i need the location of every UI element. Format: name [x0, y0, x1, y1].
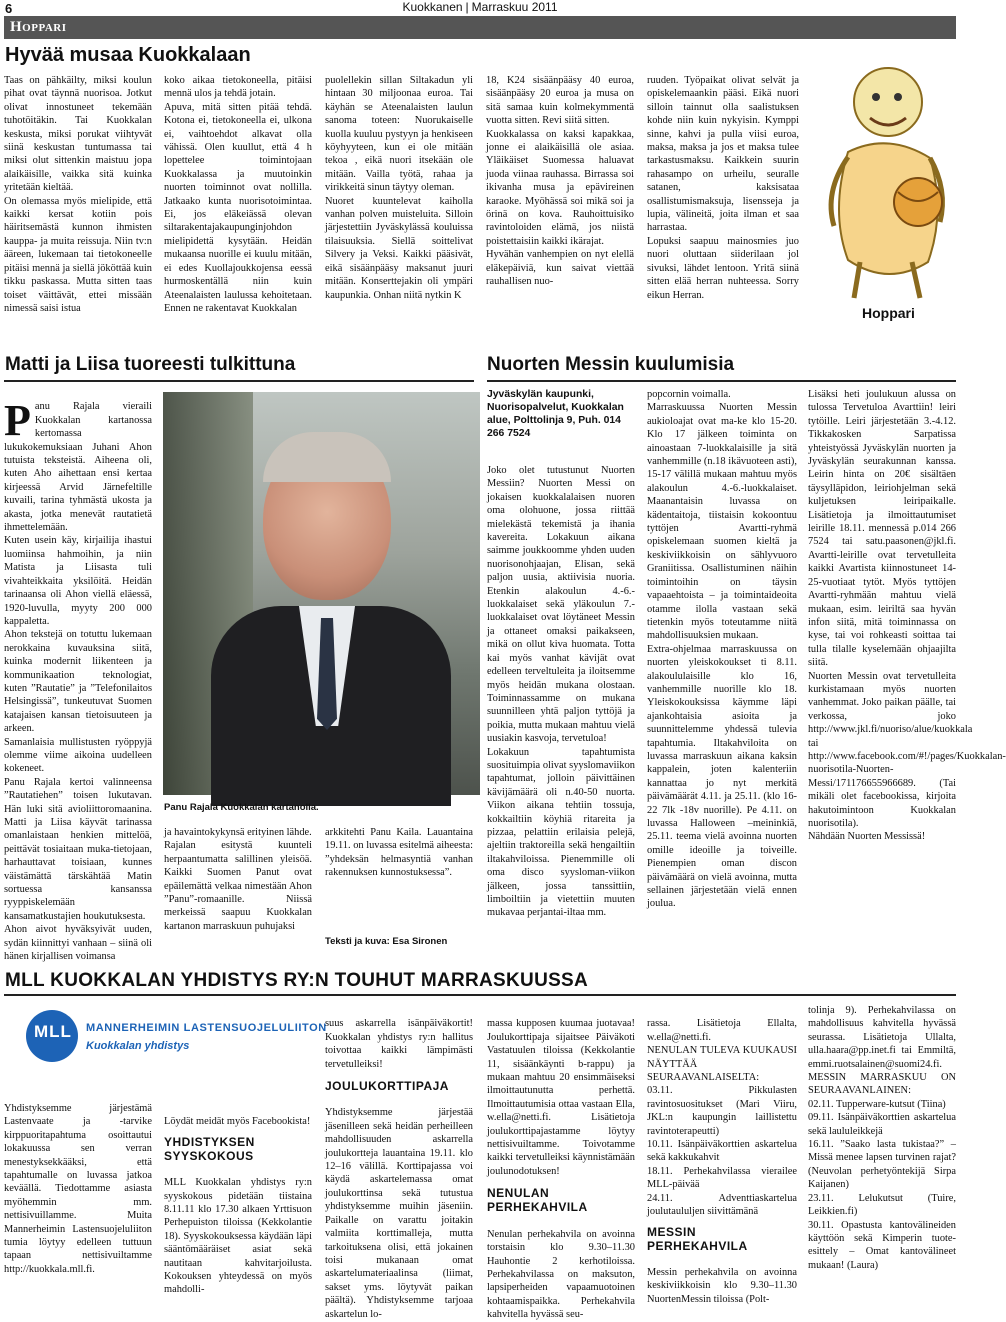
mll-col-2-text: MLL Kuokkalan yhdistys ry:n syyskokous pidetään tiistaina 8.11.11 klo 17.30 alkaen Yrttisuon Perhepuiston tiloissa (Kekkolantie 18). Syyskokouksessa käydään läpi sääntömääräiset asiat sekä nautitaan kahvitarjoilusta. Kokouksen yhteydessä on myös mahdolli-: [164, 1177, 312, 1296]
hoppari-col-3: puolellekin sillan Siltakadun yli hintaan 30 miljoonaa euroa. Tai käyhän se Ateenalaisten laulun sanoma toteen: Nuorukaiselle kuolla kuuluu pystyyn ja henkiseen köyhyyteen, kun ei ole mitään tekoa , eikä nuori itsekään ole mitään. Vailla työtä, rahaa ja virikkeitä sinun täytyy oleman. Nuoret kuuntelevat kaiholla vanhan polven muisteluita. Silloin järjestettiin Jyväskylässä kouluissa tilaisuuksia. Siellä soittelivat Silvery ja Veksi. Kaikki pääsivät, eikä sisäänpääsy maksanut juuri mitään. Konserttejakin oli ympäri kaupunkia. Onhan niitä nytkin K: [325, 75, 473, 301]
matti-col-1: [4, 387, 152, 963]
mll-col-2-intro: Löydät meidät myös Facebookista!: [164, 1116, 311, 1128]
page-header: Kuokkanen | Marraskuu 2011: [402, 0, 558, 14]
syyskokous-heading: YHDISTYKSEN SYYSKOKOUS: [164, 1134, 255, 1163]
text-photo-credit: Teksti ja kuva: Esa Sironen: [325, 936, 448, 947]
matti-headline: Matti ja Liisa tuoreesti tulkittuna: [5, 354, 296, 375]
issue-date: Marraskuu 2011: [471, 0, 558, 14]
matti-rule: [4, 380, 474, 382]
messi-col-3: Lisäksi heti joulukuun alussa on tulossa Tervetuloa Avarttiin! leiri tytöille. Leiri järjestetään 3.-4.12. Tikkakosken Sarpatissa yhteistyössä Jyväskylän nuorten ja Jyväskylän seurakunnan kanssa. Leirin hinta on 20€ sisältäen täysylläpidon, leiriohjelman sekä kuljetuksen leiripaikalle. Lisätietoja ja ilmoittautumiset leirille 18.11. mennessä p.014 266 7524 tai satu.paasonen@jkl.fi. Avartti-leirille ovat tervetulleita kaikki Avartista kiinnostuneet 14-25-vuotiaat tytöt. Myös tyttöjen Avartti-ryhmään mahtuu vielä mukaan, esim. leiriltä saa hyvän infon siitä, mitä toiminnassa on kyse, tai voi rohkeasti soittaa tai tulla tilalle kyselemään ohjaajilta siitä. Nuorten Messin ovat tervetulleita kurkistamaan myös nuorten vanhemmat. Joko paikan päälle, tai verkossa, joko http://www.jkl.fi/nuoriso/alue/kuokkala tai http://www.facebook.com/#!/pages/Kuokkalan-nuorisotila-Nuorten-Messi/171176655966689. (Tai mikäli olet facebookissa, kirjoita hakutoimintoon Kuokkalan nuorisotila). Nähdään Nuorten Messissä!: [808, 389, 1006, 843]
mll-col-3-text: Yhdistyksemme järjestää jäsenilleen sekä heidän perheilleen mahdollisuuden askarrella joulukortteja lauantaina 19.11. klo 12–16 välillä. Korttipajassa voi käydä askartelemassa omat joulukorttinsa sekä tutustua yhdistyksemme muihin jäseniin. Paikalle on varattu joitakin valmiita korttimalleja, mutta tarkoituksena olisi, että jokainen toisi mukanaan omat askartelumateriaalinsa (liimat, sakset yms. löytyvät paikan päältä). Yhdistyksemme tarjoaa askartelun lo-: [325, 1107, 473, 1320]
photo-hair: [263, 432, 391, 482]
mll-col-3: [325, 1004, 473, 1320]
messi-col-1: Joko olet tutustunut Nuorten Messiin? Nuorten Messi on jokaisen kuokkalalaisen nuoren oma olohuone, jossa riittää mielekästä tekemistä ja ihania kavereita. Lokakuun aikana saimme joukkoomme yhden uuden nuorisonohjaajan, Elisan, sekä paljon uusia, aktiivisia nuoria. Etenkin alakoulun 4.-6.-luokkalaiset sekä yläkoulun 7.-luokkalaiset ovat löytäneet Messin ja ottaneet omaksi paikakseen, mikä on ollut kiva huomata. Totta kai myös vanhat kävijät ovat edelleen terveltuleita ja iloitsemme myös heidän mukana olostaan. Toiminnassamme on mukana suunnilleen yhtä paljon tyttöjä ja poikia, mutta mukaan mahtuu vielä uusiakin kasvoja, tervetuloa! Lokakuun tapahtumista suosituimpia olivat syyslomaviikon tapahtumat, jolloin päivittäinen kävijämäärä oli n.40-50 nuorta. Viikon aikana tehtiin tossuja, kokkailtiin köyhiä ritareita ja pizzaa, pelattiin erilaisia pelejä, ajeltiin traktoreilla sekä hengailtiin iltakahviloissa. Pienemmille oli oma disco syysloman-viikon jälkeen, jossa tanssittiin, limboiltiin ja vietettiin muuten mukavaa perjantai-iltaa mm.: [487, 465, 635, 919]
mll-logo-org: MANNERHEIMIN LASTENSUOJELULIITON: [86, 1022, 327, 1034]
newspaper-name: Kuokkanen: [402, 0, 463, 14]
mll-col-4: [487, 1004, 635, 1321]
mll-logo-branch: Kuokkalan yhdistys: [86, 1040, 190, 1052]
hoppari-signature: Hoppari: [862, 305, 915, 321]
section-band: Hoppari: [4, 16, 956, 39]
matti-col-1-text: anu Rajala vieraili Kuokkalan kartanossa kertomassa lukukokemuksiaan Juhani Ahon tutuista teksteistä. Aiheena oli, kuten Aho aihettaan ensi kertaa kirjeessä Arvid Järnefeltille kuvaili, tarina tyhmästä ukosta ja akasta, jotka menevät rautatietä ihmettelemään. Kuten usein käy, kirjailija ihastui luomiinsa hahmoihin, ja niin Matista ja Liisasta tuli vivahteikkaita yksilöitä. Heidän tarinaansa oli Ahon viellä eläessä, 1920-luvulla, myyty 200 000 kappaletta. Ahon tekstejä on totuttu lukemaan nerokkaina kuvauksina siitä, kuinka modernit liikenteen ja kommunikaation teknologiat, kuten ”Rautatie” ja ”Telefonilaitos Helsingissä”, tunkeutuvat Suomen katajaisen kansan tietoisuuteen ja arkeen. Samanlaisia mullistusten ryöppyjä olemme viime aikoina uudelleen kokeneet. Panu Rajala kertoi valinneensa ”Rautatiehen” toisen lukutavan. Hän luki sitä avioliittoromaanina. Matti ja Liisa käyvät tarinassa omanlaistaan henkien mittelöä, peittävät tosiaitaan muka-tietojaan, harhauttavat toisiaan, kunnes väistämättä tärskähtää Matin sortuessa kansanssa ryyppiskelemään kansamatkustajien houkutuksesta. Ahon aivot hyväksyivät uuden, sydän kiinnittyi vanhaan – siinä oli hänen kirjallisen voimansa: [4, 401, 152, 963]
messi-col-2: popcornin voimalla. Marraskuussa Nuorten Messin aukioloajat ovat ma-ke klo 15-20. Klo 17 jälkeen toiminta on ainoastaan 7-luokkalaisille ja sitä vanhemmille (n.18 ikävuoteen asti), 15-17 välillä mukaan mahtuu myös alakoulun 4.-6.-luokkalaiset. Maanantaisin luvassa on kädentaitoja, tiistaisin kokoontuu tyttöjen Avartti-ryhmä opiskelemaan suomen kieltä ja keskiviikkoisin on sählyvuoro Graniitissa. Osallistuminen näihin toimintoihin on täysin vapaaehtoista – ja toimintaideoita otamme ilolla vastaan sekä tietenkin myös toteutamme niitä mahdollisuuksien mukaan. Extra-ohjelmaa marraskuussa on nuorten yleiskokoukset ti 8.11. alakoululaisille klo 16, vanhemmille nuorille klo 18. Yleiskokouksissa käymme läpi ajankohtaisia asioita ja suunnittelemme yhdessä tulevia tapahtumia. Iltakahviloita on luvassa marraskuun aikana kaksin kappalein, joten kalenteriin kannattaa jo nyt merkitä päivämäärät 4.11. ja 25.11. (klo 16-22 7lk -18v nuorille). Pe 4.11. on luvassa Halloween –meininkiä, 25.11. teema vielä avoinna nuorten omille ideoille ja toiveille. Pienempien oman discon päivämäärä on vielä avoinna, mutta sellainen järjestetään vielä ennen joulua.: [647, 389, 797, 910]
mll-headline: MLL KUOKKALAN YHDISTYS RY:N TOUHUT MARRASKUUSSA: [5, 970, 589, 991]
hoppari-col-4: 18, K24 sisäänpääsy 40 euroa, sisäänpääsy 20 euroa ja musa on sitä samaa kuin kolmekymmentä vuotta sitten. Revi siitä sitten. Kuokkalassa on kaksi kapakkaa, jonne ei alaikäisillä ole asiaa. Yläikäiset Suomessa haluavat juoda viinaa rauhassa. Birrassa soi ikivanha musa ja epävireinen karaoke. Myöhässä soi mikä soi ja örinä on kova. Rauhoittuisiko ravintoloiden elämä, jos niistä poistettaisiin kaikki ikärajat. Hyvähän vanhempien on nyt elellä eläkepäiviä, kun saivat viettää rauhallisen nuo-: [486, 75, 634, 288]
hoppari-col-5: ruuden. Työpaikat olivat selvät ja opiskelemaankin pääsi. Eikä nuori silloin tainnut olla saalistuksen kohde niin kuin nykyisin. Kymppi sinne, kahvi ja pulla viisi euroa, maksa, maksa ja jos et maksa tulee tarkastusmaksu. Kaikkein suurin rahasampo on urheilu, seuralle satanen, kaksisataa osallistumismaksuja, lisensseja ja lupia, välineitä, joita ilman et saa harrastaa. Lopuksi saapuu mainosmies juo nuori oluttaan siiderilaan jol sivuksi, lähdet lentoon. Yritä siinä sitten elää herran nuhteessa. Sorry eikun Herran.: [647, 75, 799, 301]
hoppari-sketch-illustration: [808, 62, 956, 306]
panu-rajala-photo: [163, 392, 480, 795]
mll-col-3-intro: suus askarrella isänpäiväkortit! Kuokkalan yhdistys ry:n hallitus toivottaa kaikki lämpimästi tervetulleiksi!: [325, 1018, 473, 1070]
mll-col-1: Yhdistyksemme järjestämä Lastenvaate ja -tarvike kirppuoritapahtuma osoittautui lokakuussa sen verran menestyksekkääksi, että tapahtumalle on luvassa jatkoa keväällä. Tiedottamme asiasta myöhemmin mm. nettisivuillamme. Muita Mannerheimin Lastensuojeluliiton tumia löytyy edelleen tuttuun tapaan nettisivuiltamme http://kuokkala.mll.fi.: [4, 1103, 152, 1275]
mll-col-6: tolinja 9). Perhekahvilassa on mahdollisuus kahvitella hyvässä seurassa. Lisätietoja Ullalta, ulla.haara@pp.inet.fi tai Emmiltä, emmi.ruotsalainen@suomi24.fi. MESSIN MARRASKUU ON SEURAAVANLAINEN: 02.11. Tupperware-kutsut (Tiina) 09.11. Isänpäiväkorttien askartelua sekä laululeikkejä 16.11. ”Saako lasta tukistaa?” – Missä menee lapsen turvinen rajat? (Neuvolan perhetyöntekijä Sirpa Kaijanen) 23.11. Lelukutsut (Tuire, Leikkien.fi) 30.11. Opastusta kantovälineiden käyttöön sekä Kimperin tuote-esittely – Omat kantovälineet mukaan! (Laura): [808, 1005, 956, 1271]
hoppari-col-1: Taas on pähkäilty, miksi koulun pihat ovat täynnä nuorisoa. Jotkut olivat innostuneet tekemään tuhotöitäkin. Tai Kuokkalan keskusta, miksi porukat viihtyvät siinä keskustan tuntumassa tai miksi olut sittenkin maistuu jopa alaikäisille, vaikka sitä kuinka yritetään kieltää. On olemassa myös mielipide, että kaikki kersat kotiin pois häiritsemästä kunnon ihmisten kauppa- ja muita reissuja. Niin tv:n ääreen, lukemaan tai tietokoneelle pitäisi mennä ja siellä jököttää kuin tikku paskassa. Mutta sitten taas toiset väittävät, ettei missään nimessä saisi istua: [4, 75, 152, 314]
messi-contact: Jyväskylän kaupunki, Nuorisopalvelut, Kuokkalan alue, Polttolinja 9, Puh. 014 266 7524: [487, 389, 624, 439]
messi-rule: [487, 380, 956, 382]
nenula-heading: NENULAN PERHEKAHVILA: [487, 1186, 588, 1215]
mll-col-4-text: Nenulan perhekahvila on avoinna torstaisin klo 9.30–11.30 Hauhontie 2 kerhotiloissa. Perhekahvilassa on maksuton, lapsiperheiden vapaamuotoinen kohtaamispaikka. Perhekahvila kahvitella hyvässä seu-: [487, 1228, 635, 1321]
hoppari-headline: Hyvää musaa Kuokkalaan: [5, 44, 251, 66]
mll-col-2: [164, 1102, 312, 1296]
matti-dropcap: P: [4, 396, 31, 446]
mll-col-5-tail: Messin perhekahvila on avoinna keskiviikkoisin klo 9.30–11.30 NuortenMessin tiloissa (Polt-: [647, 1266, 797, 1305]
mll-col-4-intro: massa kupposen kuumaa juotavaa! Joulukorttipaja sijaitsee Päiväkoti Vastatuulen tiloissa (Kekkolantie 11, sisäänkäynti b-rappu) ja mukaan mahtuu 20 ensimmäiseksi ilmoittautunutta perhettä. Ilmoittautumisia ottaa vastaan Ella, w.ella@netti.fi. Lisätietoja joulukorttipajastamme löytyy nettisivuiltamme. Toivotamme kaikki tervetulleiksi käynnistämään joulunodotuksen!: [487, 1018, 635, 1177]
mll-col-5-text: rassa. Lisätietoja Ellalta, w.ella@netti.fi. NENULAN TULEVA KUUKAUSI NÄYTTÄÄ SEURAAVANLAISELTA: 03.11. Pikkulasten ravintosuositukset (Mari Viiru, JKL:n kaupungin laillistettu ravintoterapeutti) 10.11. Isänpäiväkorttien askartelua sekä kakkukahvit 18.11. Perhekahvilassa vierailee MLL-päivää 24.11. Adventtiaskartelua joulutaululjen siivittämänä: [647, 1018, 797, 1218]
messi-perhekahvila-heading: MESSIN PERHEKAHVILA: [647, 1224, 748, 1253]
mll-col-5: [647, 1004, 797, 1305]
hoppari-col-2: koko aikaa tietokoneella, pitäisi mennä ulos ja tehdä jotain. Apuva, mitä sitten pitää tehdä. Kotona ei, tietokoneella ei, ulkona ei, vaihtoehdot alkavat olla vähissä. Olen kuullut, että 4 h lopettelee toimintojaan Kuokkalassa ja muutoinkin nuorten toiminnot ovat nollilla. Jatkaako kunta nuorisotoimintaa. Ei, jos eläkeiässä olevan siltarakentajakaupunginjohdon mielipidettä kysytään. Heidän mukaansa nuorille ei kuulu mitään, ei edes Kuollajoukkojensa eessä hurmoskentällä niin kuin Ateenalaisten laulussa kehoitetaan. Ennen ne rakentavat Kuokkalan: [164, 75, 312, 314]
page-number: 6: [5, 1, 13, 16]
photo-caption: Panu Rajala Kuokkalan kartanolla.: [164, 802, 319, 813]
mll-rule: [4, 994, 956, 996]
joulukorttipaja-heading: JOULUKORTTIPAJA: [325, 1079, 449, 1094]
matti-col-3: arkkitehti Panu Kaila. Lauantaina 19.11. on luvassa esitelmä aiheesta: ”yhdeksän helmasyntiä vanhan rakennuksen kunnostuksessa”.: [325, 827, 473, 879]
matti-col-2: ja havaintokykynsä erityinen lähde. Rajalan esitystä kuunteli herpaantumatta salillinen yleisöä. Kaikki Suomen Panut ovat epäilemättä velkaa nimestään Ahon ”Panu”-romaanille. Niissä merkeissä saapuu Kuokkalan kartanon marraskuun puhujaksi: [164, 827, 312, 932]
mll-logo-text: MLL: [34, 1022, 72, 1041]
messi-headline: Nuorten Messin kuulumisia: [487, 354, 735, 375]
